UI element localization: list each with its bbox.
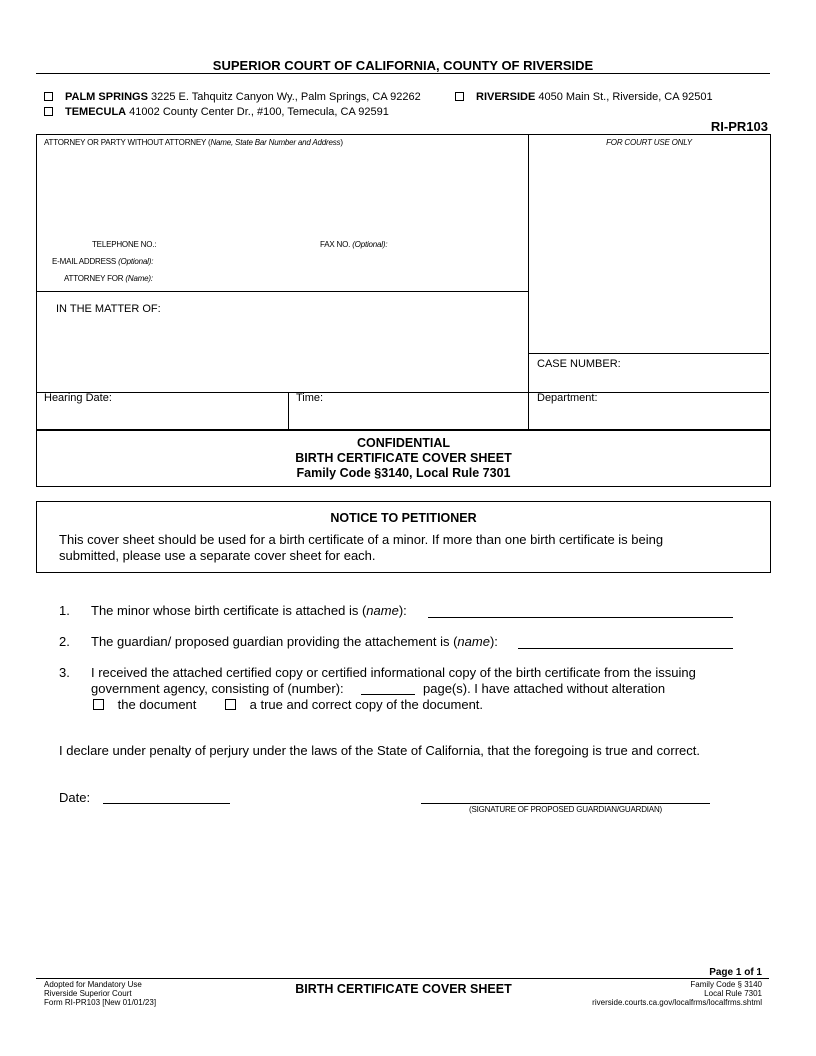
footer-family-code: Family Code § 3140 bbox=[690, 980, 762, 989]
option-document-label: the document bbox=[117, 697, 197, 712]
court-use-label: FOR COURT USE ONLY bbox=[606, 138, 692, 147]
footer-divider bbox=[36, 978, 769, 979]
header-divider bbox=[36, 73, 770, 74]
matter-label: IN THE MATTER OF: bbox=[56, 303, 161, 315]
notice-line-1: This cover sheet should be used for a birth certificate of a minor. If more than one birth certificate is being bbox=[59, 532, 664, 547]
minor-name-field[interactable] bbox=[428, 617, 733, 618]
date-field[interactable] bbox=[103, 803, 230, 804]
option-copy-label: a true and correct copy of the document. bbox=[249, 697, 484, 712]
case-number-label: CASE NUMBER: bbox=[537, 358, 621, 370]
court-title: SUPERIOR COURT OF CALIFORNIA, COUNTY OF RIVERSIDE bbox=[212, 58, 594, 73]
footer-form-number: Form RI-PR103 [New 01/01/23] bbox=[44, 998, 157, 1007]
guardian-name-field[interactable] bbox=[518, 648, 733, 649]
title-line-cover-sheet: BIRTH CERTIFICATE COVER SHEET bbox=[295, 451, 512, 465]
notice-line-2: submitted, please use a separate cover sheet for each. bbox=[59, 548, 376, 563]
fax-label: FAX NO. (Optional): bbox=[320, 240, 388, 249]
caption-divider bbox=[528, 134, 529, 429]
signature-label: (SIGNATURE OF PROPOSED GUARDIAN/GUARDIAN) bbox=[468, 805, 662, 814]
location-name: TEMECULA bbox=[65, 106, 127, 118]
case-number-top-line bbox=[528, 353, 769, 354]
location-name: RIVERSIDE bbox=[476, 91, 536, 103]
form-number: RI-PR103 bbox=[710, 119, 768, 134]
palm-springs-checkbox[interactable] bbox=[44, 92, 53, 101]
hearing-time-label: Time: bbox=[296, 392, 324, 404]
riverside-checkbox[interactable] bbox=[455, 92, 464, 101]
signature-field[interactable] bbox=[421, 803, 710, 804]
attorney-for-label: ATTORNEY FOR (Name): bbox=[64, 274, 153, 283]
footer-court: Riverside Superior Court bbox=[44, 989, 132, 998]
title-line-code: Family Code §3140, Local Rule 7301 bbox=[296, 466, 511, 480]
document-checkbox[interactable] bbox=[93, 699, 104, 710]
item-3-number: 3. bbox=[59, 665, 70, 680]
footer-right bbox=[592, 980, 762, 1007]
copy-checkbox[interactable] bbox=[225, 699, 236, 710]
item-1-number: 1. bbox=[59, 603, 70, 618]
location-address: 41002 County Center Dr., #100, Temecula, CA 92591 bbox=[129, 106, 389, 118]
page-count-field[interactable] bbox=[361, 694, 415, 695]
telephone-label: TELEPHONE NO.: bbox=[92, 240, 157, 249]
footer-title: BIRTH CERTIFICATE COVER SHEET bbox=[295, 982, 512, 996]
option-document bbox=[93, 697, 196, 712]
hearing-divider bbox=[288, 392, 289, 429]
item-3-line-2a: government agency, consisting of (number): bbox=[91, 681, 344, 696]
hearing-top-line bbox=[36, 392, 769, 393]
department-label: Department: bbox=[537, 392, 598, 404]
location-palm-springs bbox=[44, 91, 421, 103]
location-name: PALM SPRINGS bbox=[65, 91, 148, 103]
item-1-text: The minor whose birth certificate is attached is (name): bbox=[91, 603, 407, 618]
item-3-line-2b: page(s). I have attached without alteration bbox=[423, 681, 666, 696]
page-indicator: Page 1 of 1 bbox=[709, 967, 762, 978]
footer-website-link[interactable]: riverside.courts.ca.gov/localfrms/localfrms.shtml bbox=[592, 998, 762, 1007]
location-address: 3225 E. Tahquitz Canyon Wy., Palm Springs, CA 92262 bbox=[150, 91, 421, 103]
form-title bbox=[36, 436, 771, 481]
option-copy bbox=[225, 697, 483, 712]
declaration: I declare under penalty of perjury under the laws of the State of California, that the foregoing is true and correct. bbox=[59, 743, 700, 758]
item-2-text: The guardian/ proposed guardian providing the attachement is (name): bbox=[91, 634, 498, 649]
temecula-checkbox[interactable] bbox=[44, 107, 53, 116]
footer-local-rule: Local Rule 7301 bbox=[704, 989, 762, 998]
attorney-label: ATTORNEY OR PARTY WITHOUT ATTORNEY (Name, State Bar Number and Address) bbox=[44, 138, 343, 147]
location-riverside bbox=[455, 91, 713, 103]
hearing-date-label: Hearing Date: bbox=[44, 392, 112, 404]
item-2-number: 2. bbox=[59, 634, 70, 649]
title-line-confidential: CONFIDENTIAL bbox=[356, 436, 451, 450]
item-3-line-1: I received the attached certified copy or certified informational copy of the birth certificate from the issuing bbox=[91, 665, 696, 680]
footer-adopted: Adopted for Mandatory Use bbox=[44, 980, 142, 989]
date-label: Date: bbox=[59, 790, 91, 805]
email-label: E-MAIL ADDRESS (Optional): bbox=[52, 257, 154, 266]
attorney-bottom-line bbox=[36, 291, 529, 292]
notice-title: NOTICE TO PETITIONER bbox=[330, 511, 477, 525]
location-temecula bbox=[44, 106, 389, 118]
location-address: 4050 Main St., Riverside, CA 92501 bbox=[538, 91, 713, 103]
